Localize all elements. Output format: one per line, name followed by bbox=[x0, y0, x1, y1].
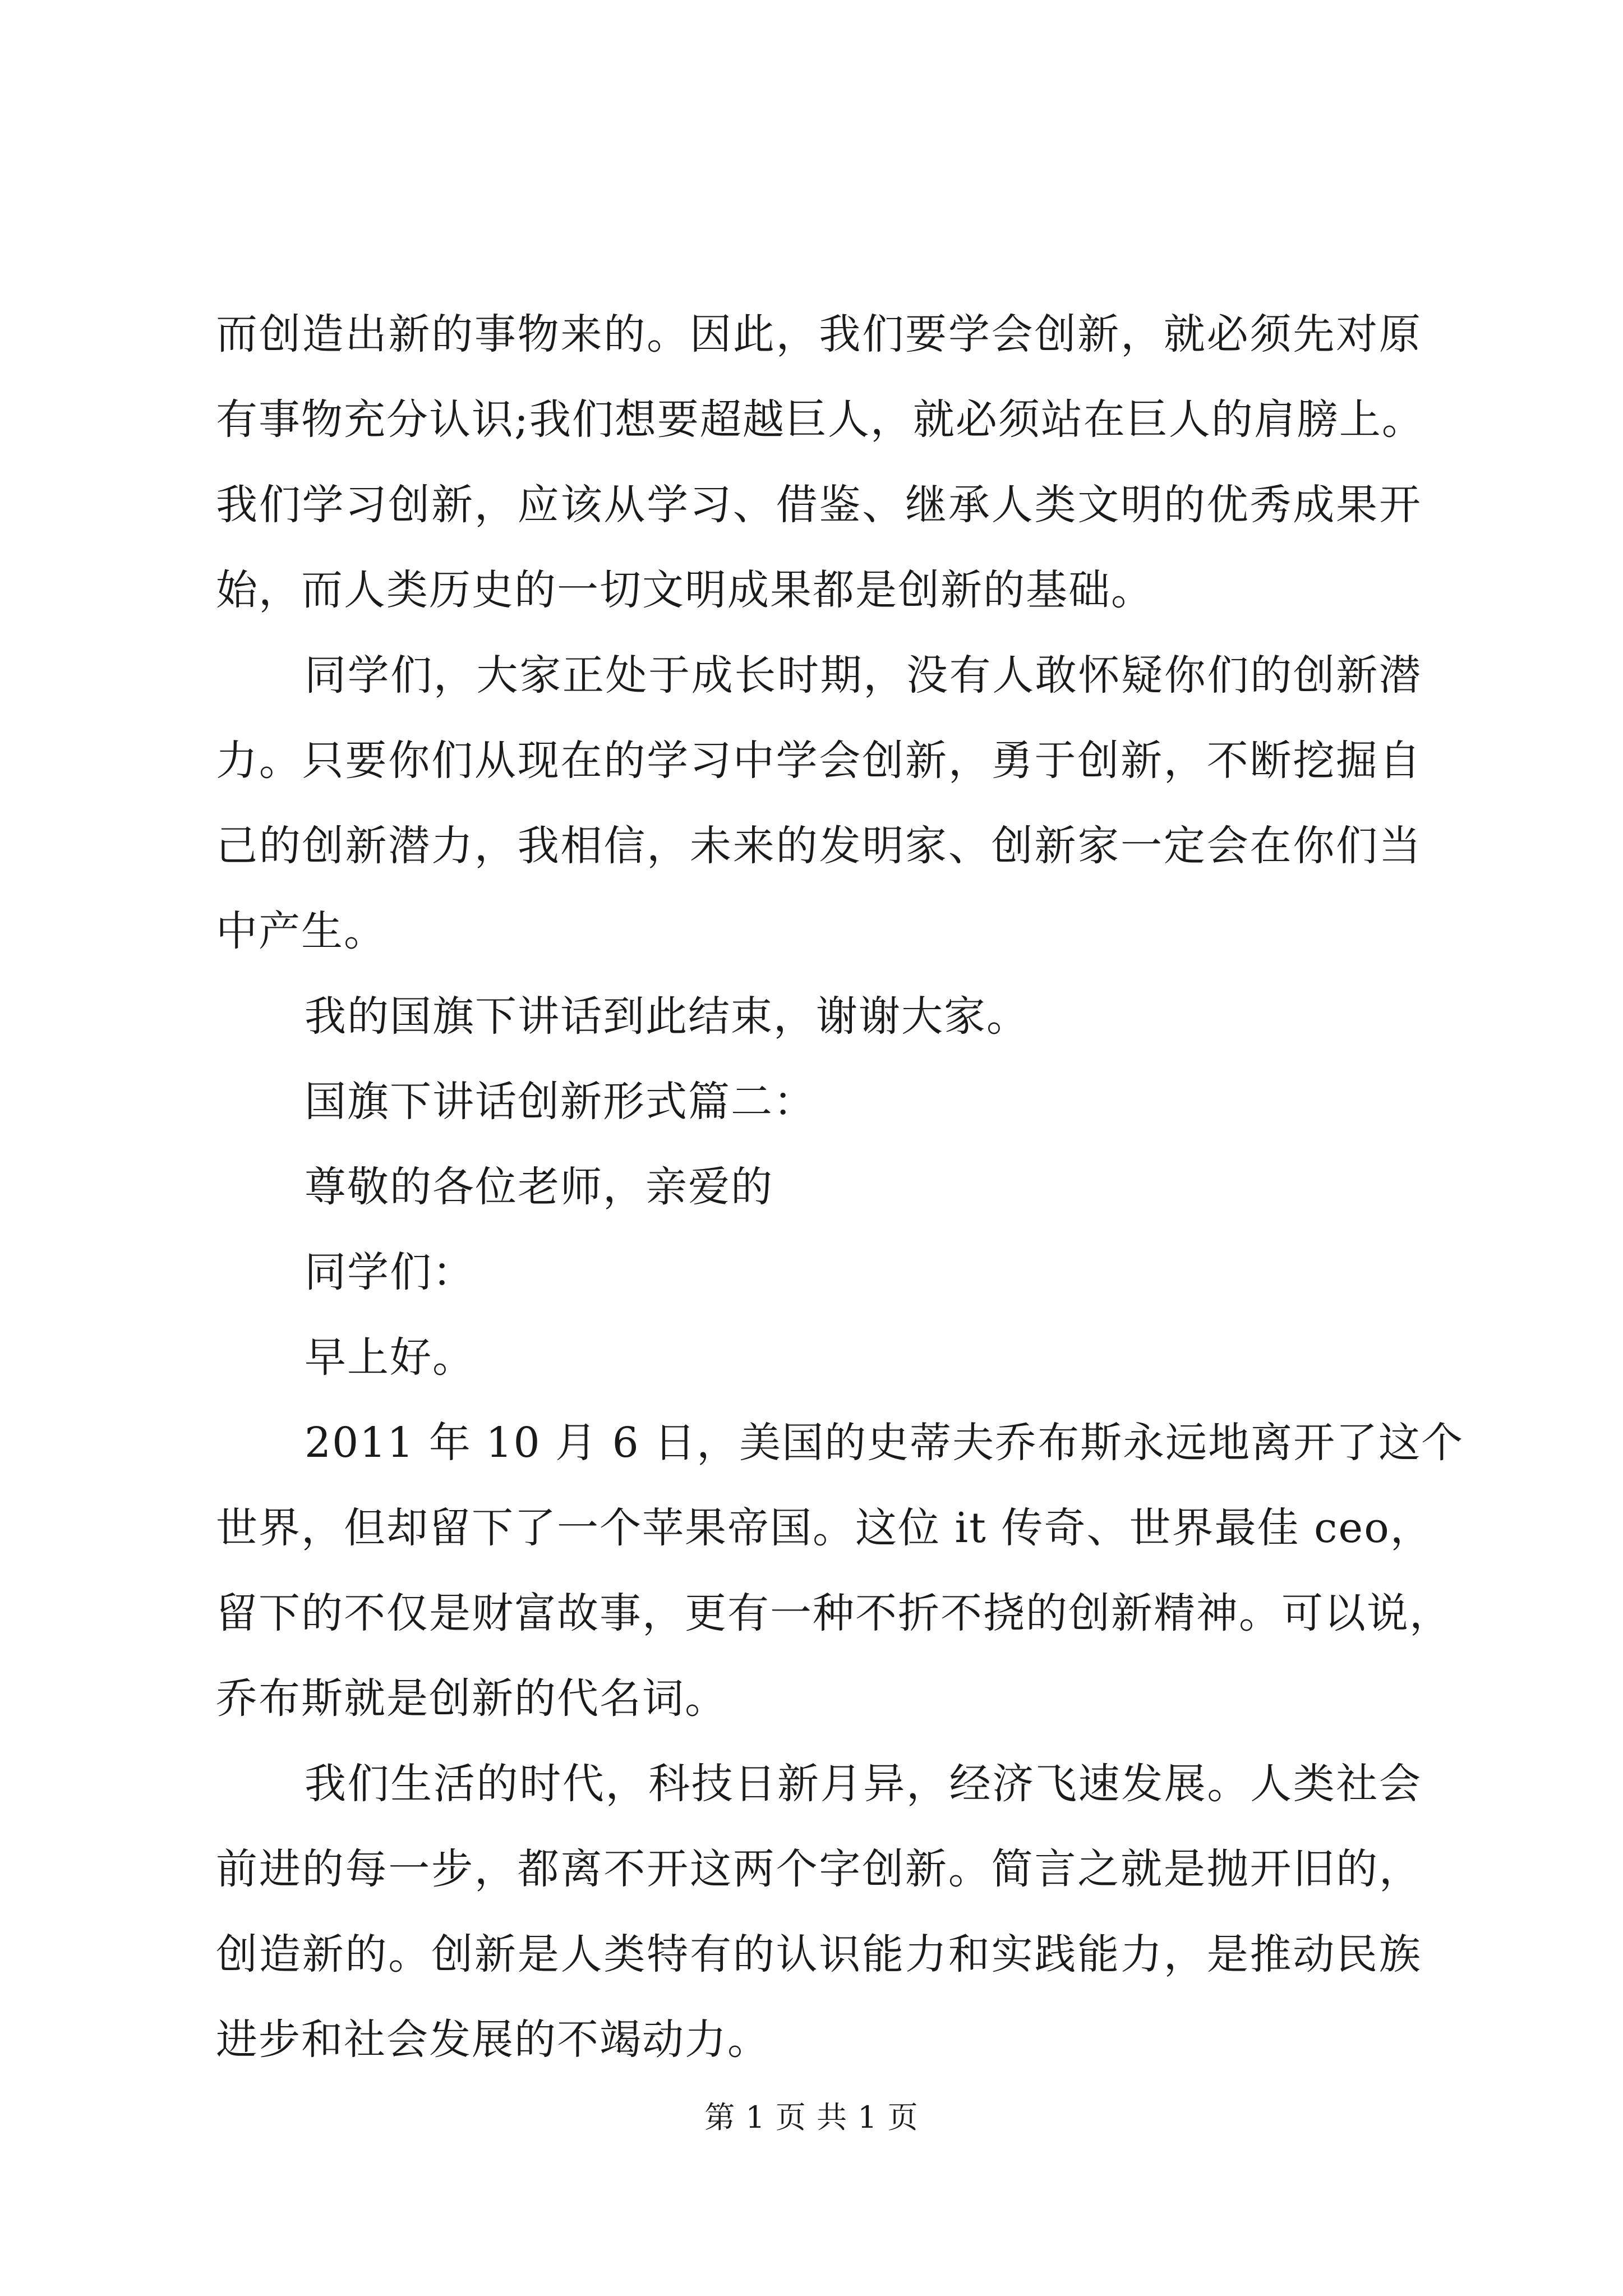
text-line: 中产生。 bbox=[216, 907, 386, 955]
text-line: 世界，但却留下了一个苹果帝国。这位 it 传奇、世界最佳 ceo， bbox=[216, 1504, 1433, 1552]
text-line: 乔布斯就是创新的代名词。 bbox=[216, 1674, 727, 1723]
paragraph-first-line: 我的国旗下讲话到此结束，谢谢大家。 bbox=[305, 992, 1029, 1041]
text-line: 力。只要你们从现在的学习中学会创新，勇于创新，不断挖掘自 bbox=[216, 737, 1422, 785]
text-line: 创造新的。创新是人类特有的认识能力和实践能力，是推动民族 bbox=[216, 1930, 1422, 1978]
text-line: 我们学习创新，应该从学习、借鉴、继承人类文明的优秀成果开 bbox=[216, 481, 1422, 529]
text-line: 始，而人类历史的一切文明成果都是创新的基础。 bbox=[216, 566, 1154, 614]
text-line: 有事物充分认识;我们想要超越巨人，就必须站在巨人的肩膀上。 bbox=[216, 395, 1424, 444]
text-line: 己的创新潜力，我相信，未来的发明家、创新家一定会在你们当 bbox=[216, 822, 1422, 870]
salutation-line: 同学们： bbox=[305, 1248, 475, 1296]
text-line: 进步和社会发展的不竭动力。 bbox=[216, 2016, 770, 2064]
page-footer: 第 1 页 共 1 页 bbox=[704, 2100, 919, 2135]
greeting-line: 早上好。 bbox=[305, 1333, 475, 1382]
salutation-line: 尊敬的各位老师，亲爱的 bbox=[305, 1163, 773, 1211]
paragraph-first-line: 同学们，大家正处于成长时期，没有人敢怀疑你们的创新潜 bbox=[305, 651, 1422, 700]
text-line: 留下的不仅是财富故事，更有一种不折不挠的创新精神。可以说， bbox=[216, 1589, 1452, 1637]
section-heading: 国旗下讲话创新形式篇二： bbox=[305, 1078, 816, 1126]
paragraph-first-line: 2011 年 10 月 6 日，美国的史蒂夫乔布斯永远地离开了这个 bbox=[305, 1419, 1464, 1467]
paragraph-first-line: 我们生活的时代，科技日新月异，经济飞速发展。人类社会 bbox=[305, 1760, 1422, 1808]
text-line: 前进的每一步，都离不开这两个字创新。简言之就是抛开旧的， bbox=[216, 1845, 1422, 1893]
document-body bbox=[216, 292, 1464, 2082]
text-line: 而创造出新的事物来的。因此，我们要学会创新，就必须先对原 bbox=[216, 310, 1422, 358]
